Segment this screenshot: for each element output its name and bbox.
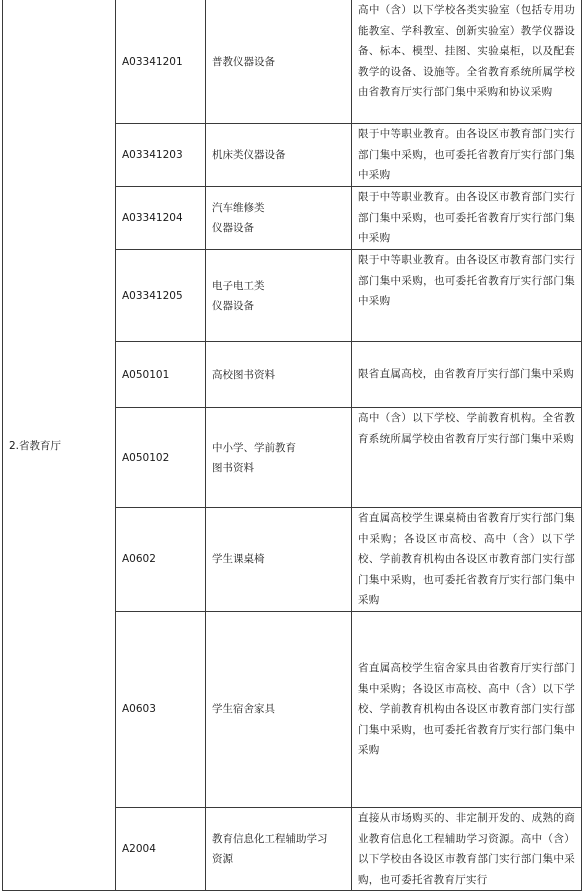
item-name: 高校图书资料 [206,342,352,408]
item-code: A050102 [116,408,206,508]
item-name: 普教仪器设备 [206,0,352,124]
item-name: 电子电工类 仪器设备 [206,250,352,342]
item-note: 限于中等职业教育。由各设区市教育部门实行部门集中采购，也可委托省教育厅实行部门集中采购 [352,124,582,187]
table-row [3,0,582,124]
item-note: 省直属高校学生课桌椅由省教育厅实行部门集中采购；各设区市高校、高中（含）以下学校、学前教育机构由各设区市教育部门实行部门集中采购，也可委托省教育厅实行部门集中采购 [352,508,582,612]
item-name: 学生课桌椅 [206,508,352,612]
item-code: A050101 [116,342,206,408]
item-code: A03341203 [116,124,206,187]
item-code: A2004 [116,807,206,890]
item-note: 高中（含）以下学校、学前教育机构。全省教育系统所属学校由省教育厅实行部门集中采购 [352,408,582,508]
item-code: A03341205 [116,250,206,342]
item-name: 学生宿舍家具 [206,611,352,807]
procurement-table [2,0,582,891]
item-note: 省直属高校学生宿舍家具由省教育厅实行部门集中采购；各设区市高校、高中（含）以下学校、学前教育机构由各设区市教育部门实行部门集中采购，也可委托省教育厅实行部门集中采购 [352,611,582,807]
item-name: 中小学、学前教育 图书资料 [206,408,352,508]
item-code: A03341201 [116,0,206,124]
item-name: 机床类仪器设备 [206,124,352,187]
item-name: 教育信息化工程辅助学习 资源 [206,807,352,890]
item-note: 限于中等职业教育。由各设区市教育部门实行部门集中采购，也可委托省教育厅实行部门集中采购 [352,250,582,342]
item-name: 汽车维修类 仪器设备 [206,187,352,250]
item-note: 高中（含）以下学校各类实验室（包括专用功能教室、学科教室、创新实验室）教学仪器设备、标本、模型、挂图、实验桌柜，以及配套教学的设备、设施等。全省教育系统所属学校由省教育厅实行部门集中采购和协议采购 [352,0,582,124]
item-note: 限于中等职业教育。由各设区市教育部门实行部门集中采购，也可委托省教育厅实行部门集中采购 [352,187,582,250]
item-code: A03341204 [116,187,206,250]
item-note: 限省直属高校，由省教育厅实行部门集中采购 [352,342,582,408]
item-note: 直接从市场购买的、非定制开发的、成熟的商业教育信息化工程辅助学习资源。高中（含）以下学校由各设区市教育部门实行部门集中采购，也可委托省教育厅实行 [352,807,582,890]
item-code: A0602 [116,508,206,612]
department-cell: 2.省教育厅 [3,0,116,891]
item-code: A0603 [116,611,206,807]
